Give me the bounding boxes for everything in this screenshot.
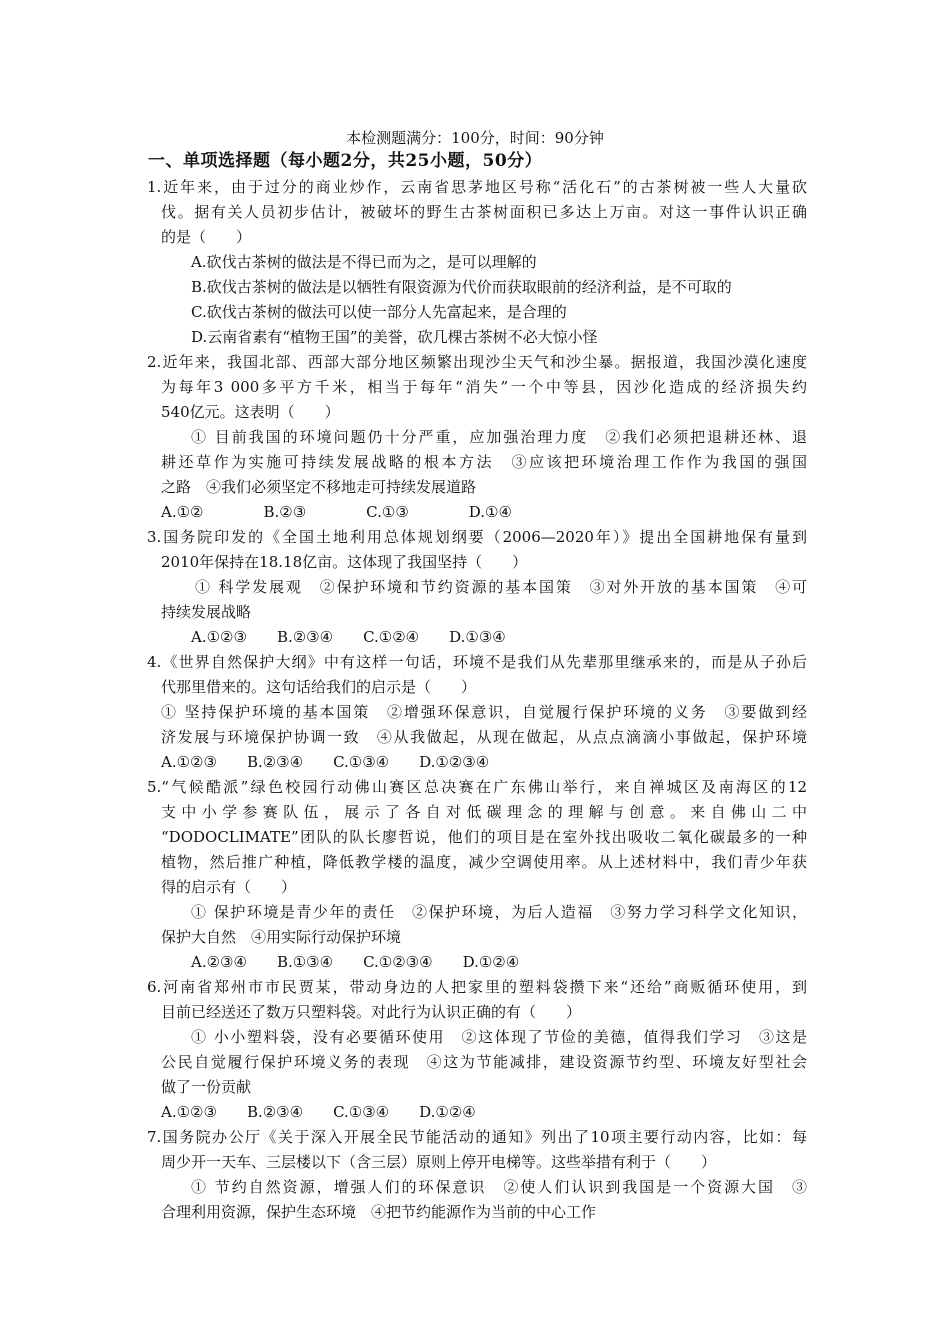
q3-line-2: 2010年保持在18.18亿亩。这体现了我国坚持（ ） (161, 553, 528, 571)
q5-item-line-1: ① 保护环境是青少年的责任 ②保护环境，为后人造福 ③努力学习科学文化知识， (191, 903, 807, 921)
q4-options: A.①②③ B.②③④ C.①③④ D.①②③④ (161, 753, 490, 771)
q2-line-1: 2.近年来，我国北部、西部大部分地区频繁出现沙尘天气和沙尘暴。据报道，我国沙漠化速度 (147, 353, 807, 371)
q7-line-1: 7.国务院办公厅《关于深入开展全民节能活动的通知》列出了10项主要行动内容，比如：每 (147, 1128, 807, 1146)
q1-option-b: B.砍伐古茶树的做法是以牺牲有限资源为代价而获取眼前的经济利益，是不可取的 (191, 278, 732, 296)
q5-options: A.②③④ B.①③④ C.①②③④ D.①②④ (191, 953, 520, 971)
q6-item-line-3: 做了一份贡献 (161, 1078, 252, 1096)
q3-item-line-2: 持续发展战略 (161, 603, 252, 621)
q6-item-line-1: ① 小小塑料袋，没有必要循环使用 ②这体现了节俭的美德，值得我们学习 ③这是 (191, 1028, 807, 1046)
q1-line-1: 1.近年来，由于过分的商业炒作，云南省思茅地区号称“活化石”的古茶树被一些人大量砍 (147, 178, 807, 196)
q4-item-line-1: ① 坚持保护环境的基本国策 ②增强环保意识，自觉履行保护环境的义务 ③要做到经 (161, 703, 807, 721)
q3-line-1: 3.国务院印发的《全国土地利用总体规划纲要（2006—2020年）》提出全国耕地保有量到 (147, 528, 807, 546)
q5-line-2: 支中小学参赛队伍，展示了各自对低碳理念的理解与创意。来自佛山二中 (161, 803, 807, 821)
q1-option-d: D.云南省素有“植物王国”的美誉，砍几棵古茶树不必大惊小怪 (191, 328, 598, 346)
q3-options: A.①②③ B.②③④ C.①②④ D.①③④ (191, 628, 506, 646)
q1-option-a: A.砍伐古茶树的做法是不得已而为之，是可以理解的 (191, 253, 537, 271)
q2-item-line-1: ① 目前我国的环境问题仍十分严重，应加强治理力度 ②我们必须把退耕还林、退 (191, 428, 807, 446)
q4-line-2: 代那里借来的。这句话给我们的启示是（ ） (161, 678, 477, 696)
q2-line-3: 540亿元。这表明（ ） (161, 403, 340, 421)
q7-item-line-2: 合理利用资源，保护生态环境 ④把节约能源作为当前的中心工作 (161, 1203, 597, 1221)
q3-item-line-1: ① 科学发展观 ②保护环境和节约资源的基本国策 ③对外开放的基本国策 ④可 (195, 578, 807, 596)
q6-options: A.①②③ B.②③④ C.①③④ D.①②④ (161, 1103, 476, 1121)
q2-item-line-3: 之路 ④我们必须坚定不移地走可持续发展道路 (161, 478, 477, 496)
q7-line-2: 周少开一天车、三层楼以下（含三层）原则上停开电梯等。这些举措有利于（ ） (161, 1153, 717, 1171)
q2-line-2: 为每年3 000多平方千米，相当于每年“消失”一个中等县，因沙化造成的经济损失约 (161, 378, 807, 396)
q5-item-line-2: 保护大自然 ④用实际行动保护环境 (161, 928, 402, 946)
section-title: 一、单项选择题（每小题2分，共25小题，50分） (148, 151, 543, 171)
q1-line-2: 伐。据有关人员初步估计，被破坏的野生古茶树面积已多达上万亩。对这一事件认识正确 (161, 203, 807, 221)
q4-item-line-2: 济发展与环境保护协调一致 ④从我做起，从现在做起，从点点滴滴小事做起，保护环境 (161, 728, 807, 746)
q1-option-c: C.砍伐古茶树的做法可以使一部分人先富起来，是合理的 (191, 303, 567, 321)
q6-item-line-2: 公民自觉履行保护环境义务的表现 ④这为节能减排，建设资源节约型、环境友好型社会 (161, 1053, 807, 1071)
q5-line-3: “DODOCLIMATE”团队的队长廖哲说，他们的项目是在室外找出吸收二氧化碳最多的一种 (161, 828, 807, 846)
q5-line-1: 5.“气候酷派”绿色校园行动佛山赛区总决赛在广东佛山举行，来自禅城区及南海区的12 (147, 778, 807, 796)
q5-line-5: 得的启示有（ ） (161, 878, 297, 896)
q4-line-1: 4.《世界自然保护大纲》中有这样一句话，环境不是我们从先辈那里继承来的，而是从子孙后 (147, 653, 807, 671)
q6-line-2: 目前已经送还了数万只塑料袋。对此行为认识正确的有（ ） (161, 1003, 582, 1021)
q5-line-4: 植物，然后推广种植，降低教学楼的温度，减少空调使用率。从上述材料中，我们青少年获 (161, 853, 807, 871)
q6-line-1: 6.河南省郑州市市民贾某，带动身边的人把家里的塑料袋攒下来“还给”商贩循环使用，到 (147, 978, 807, 996)
q2-item-line-2: 耕还草作为实施可持续发展战略的根本方法 ③应该把环境治理工作作为我国的强国 (161, 453, 807, 471)
q2-options: A.①② B.②③ C.①③ D.①④ (161, 503, 512, 521)
exam-header: 本检测题满分：100分，时间：90分钟 (346, 129, 604, 147)
q1-line-3: 的是（ ） (161, 228, 252, 246)
q7-item-line-1: ① 节约自然资源，增强人们的环保意识 ②使人们认识到我国是一个资源大国 ③ (191, 1178, 807, 1196)
